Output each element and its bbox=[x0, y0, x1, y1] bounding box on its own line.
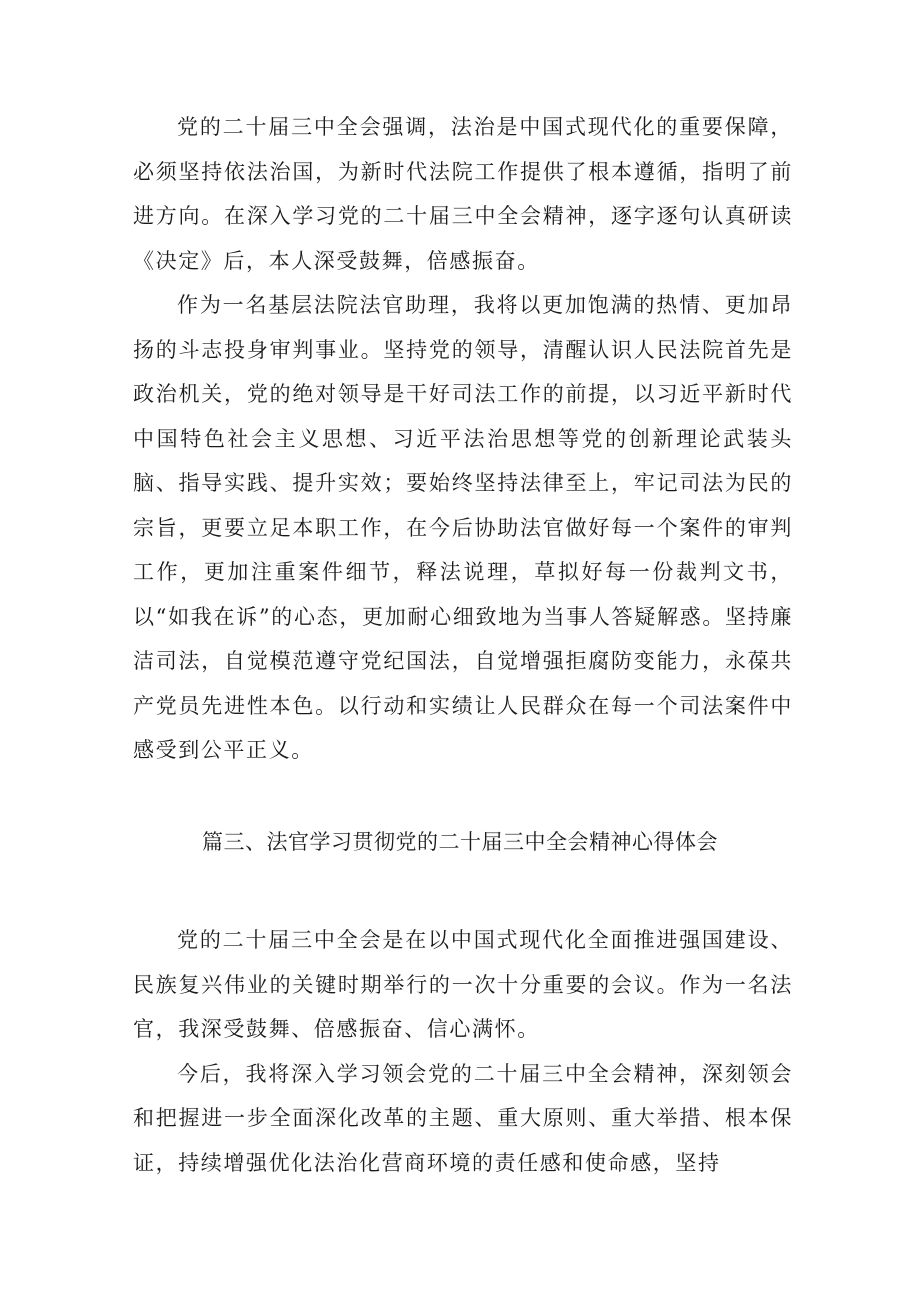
section-three-heading: 篇三、法官学习贯彻党的二十届三中全会精神心得体会 bbox=[202, 830, 718, 854]
section-three-body bbox=[133, 918, 793, 1185]
paragraph-4: 今后，我将深入学习领会党的二十届三中全会精神，深刻领会和把握进一步全面深化改革的主题、重大原则、重大举措、根本保证，持续增强优化法治化营商环境的责任感和使命感，坚持 bbox=[133, 1061, 793, 1175]
paragraph-1: 党的二十届三中全会强调，法治是中国式现代化的重要保障，必须坚持依法治国，为新时代法院工作提供了根本遵循，指明了前进方向。在深入学习党的二十届三中全会精神，逐字逐句认真研读《决定》后，本人深受鼓舞，倍感振奋。 bbox=[133, 115, 793, 273]
paragraph-2: 作为一名基层法院法官助理，我将以更加饱满的热情、更加昂扬的斗志投身审判事业。坚持党的领导，清醒认识人民法院首先是政治机关，党的绝对领导是干好司法工作的前提，以习近平新时代中国特色社会主义思想、习近平法治思想等党的创新理论武装头脑、指导实践、提升实效；要始终坚持法律至上，牢记司法为民的宗旨，更要立足本职工作，在今后协助法官做好每一个案件的审判工作，更加注重案件细节，释法说理，草拟好每一份裁判文书，以“如我在诉”的心态，更加耐心细致地为当事人答疑解惑。坚持廉洁司法，自觉模范遵守党纪国法，自觉增强拒腐防变能力，永葆共产党员先进性本色。以行动和实绩让人民群众在每一个司法案件中感受到公平正义。 bbox=[133, 293, 793, 762]
section-two-body bbox=[133, 105, 793, 773]
paragraph-3: 党的二十届三中全会是在以中国式现代化全面推进强国建设、民族复兴伟业的关键时期举行的一次十分重要的会议。作为一名法官，我深受鼓舞、倍感振奋、信心满怀。 bbox=[133, 928, 793, 1041]
